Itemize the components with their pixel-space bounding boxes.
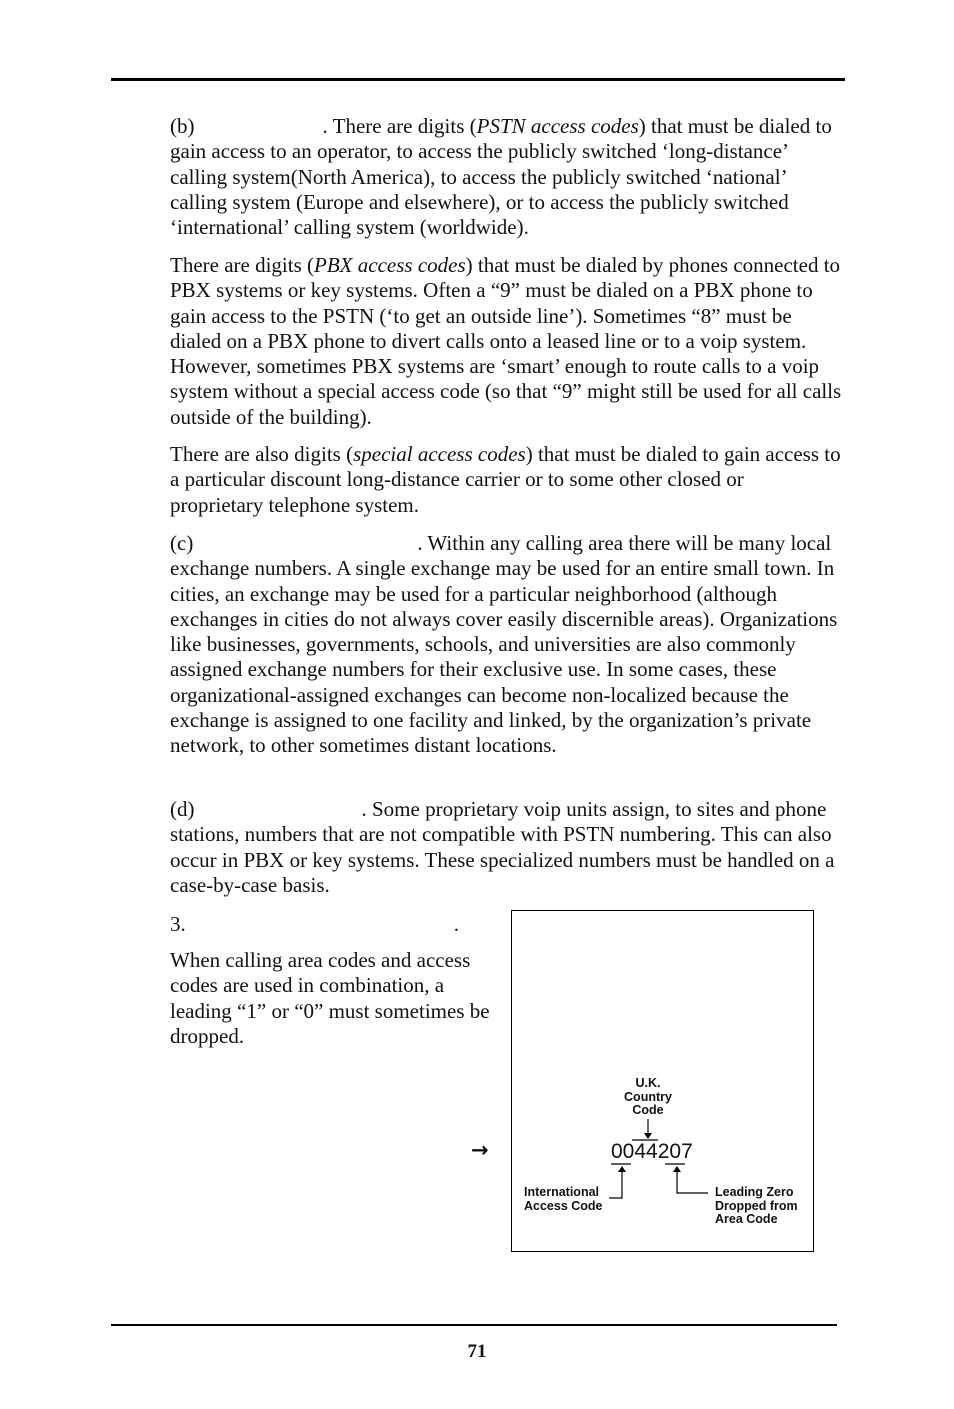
up-arrowhead-icon [673,1166,681,1172]
term-pstn-access-codes: PSTN access codes [476,114,639,138]
paragraph-special: There are also digits (special access codes) that must be dialed to gain access to a particular discount long-distance carrier or to some other closed or proprietary telephone system. [170,442,841,517]
section-3-heading: 3. . [170,912,459,936]
international-access-code-label: International Access Code [524,1185,603,1213]
dropped-zero-pointer [677,1171,708,1193]
paragraph-b: (b) . There are digits (PSTN access codes) that must be dialed to gain access to an operator, to access the publicly switched ‘long-distance’ calling system(North America), to access the publicly switched ‘national’ calling system (Europe and elsewhere), or to access the publicly switched ‘international’ calling system (worldwide). [170,114,832,240]
item-label-b: (b) [170,114,195,138]
country-code-label: U.K. Country Code [624,1076,672,1117]
header-rule [111,78,845,81]
access-code-pointer [609,1171,622,1198]
footer-rule [111,1324,837,1326]
paragraph-c: (c) . Within any calling area there will be many local exchange numbers. A single exchange may be used for an entire small town. In cities, an exchange may be used for a particular neighborhood (although exchanges in cities do not always cover easily discernible areas). Organizations like businesses, governments, schools, and universities are also commonly assigned exchange numbers for their exclusive use. In some cases, these organizational-assigned exchanges can become non-localized because the exchange is assigned to one facility and linked, by the organization’s private network, to other sometimes distant locations. [170,531,838,758]
section-3-body: When calling area codes and access codes are used in combination, a leading “1” or “0” must sometimes be dropped. [170,948,490,1048]
down-arrowhead-icon [644,1133,652,1139]
term-pbx-access-codes: PBX access codes [314,253,466,277]
up-arrowhead-icon [618,1166,626,1172]
paragraph-d: (d) . Some proprietary voip units assign, to sites and phone stations, numbers that are not compatible with PSTN numbering. This can also occur in PBX or key systems. These specialized numbers must be handled on a case-by-case basis. [170,797,835,897]
dialing-figure [511,910,814,1252]
item-label-c: (c) [170,531,194,555]
dialed-number: 0044207 [611,1140,693,1163]
leading-zero-label: Leading Zero Dropped from Area Code [715,1185,798,1226]
term-special-access-codes: special access codes [353,442,526,466]
item-label-d: (d) [170,797,195,821]
arrow-icon: → [471,1138,489,1162]
paragraph-pbx: There are digits (PBX access codes) that must be dialed by phones connected to PBX systems or key systems. Often a “9” must be dialed on a PBX phone to gain access to the PSTN (‘to get an outside line’). Sometimes “8” must be dialed on a PBX phone to divert calls onto a leased line or to a voip system. However, sometimes PBX systems are ‘smart’ enough to route calls to a voip system without a special access code (so that “9” might still be used for all calls outside of the building). [170,253,842,429]
page-number: 71 [467,1341,487,1362]
